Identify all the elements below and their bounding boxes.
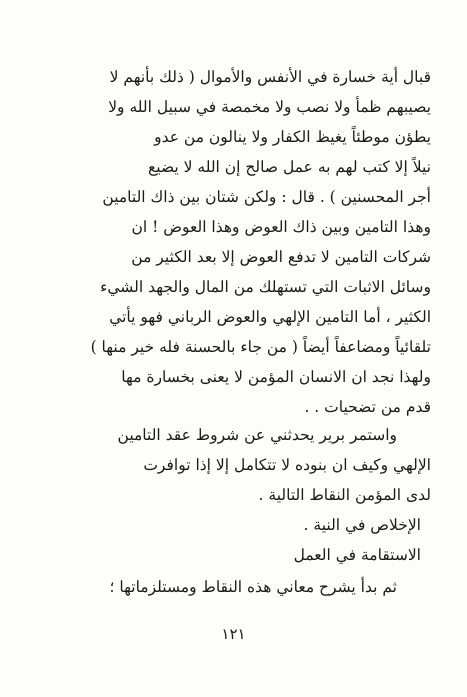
text-line: أجر المحسنين ) . قال : ولكن شتان بين ذاك التامين (102, 188, 431, 206)
paragraph-3 (52, 572, 431, 602)
page-number: ١٢١ (221, 625, 246, 643)
text-line: ولهذا نجد ان الانسان المؤمن لا يعنى بخسارة مها (121, 368, 431, 386)
text-line: الكثير ، أما التامين الإلهي والعوض الرباني فهو يأتي (109, 308, 431, 326)
text-line: الإلهي وكيف ان بنوده لا تتكامل إلا إذا توافرت (143, 456, 431, 474)
text-line: واستمر برير يحدثني عن شروط عقد التامين (117, 426, 397, 444)
text-line: يصيبهم ظمأ ولا نصب ولا مخمصة في سبيل الله ولا (108, 98, 431, 116)
text-line: وهذا التامين وبين ذاك العوض وهذا العوض ! ان (131, 218, 431, 236)
text-line: ثم بدأ يشرح معاني هذه النقاط ومستلزماتها ؛ (109, 578, 397, 596)
text-line: قبال أية خسارة في الأنفس والأموال ( ذلك بأنهم لا (109, 68, 431, 86)
text-line: لدى المؤمن النقاط التالية . (258, 486, 431, 504)
list-item: الإخلاص في النية . (303, 516, 421, 534)
text-line: شركات التامين لا تدفع العوض إلا بعد الكثير من (131, 248, 431, 266)
paragraph-2 (52, 420, 431, 570)
paragraph-1 (52, 62, 431, 422)
text-line: نيلاً إلا كتب لهم به عمل صالح إن الله لا يضيع (148, 158, 431, 176)
text-line: قدم من تضحيات . . (304, 398, 431, 416)
text-line: وسائل الاثبات التي تستهلك من المال والجهد الشيء (100, 278, 431, 296)
list-item: الاستقامة في العمل (293, 546, 421, 564)
text-line: يطؤن موطئاً يغيظ الكفار ولا ينالون من عدو (154, 128, 431, 146)
text-line: تلقائياً ومضاعفاً أيضاً ( من جاء بالحسنة فله خير منها ) (90, 338, 431, 356)
